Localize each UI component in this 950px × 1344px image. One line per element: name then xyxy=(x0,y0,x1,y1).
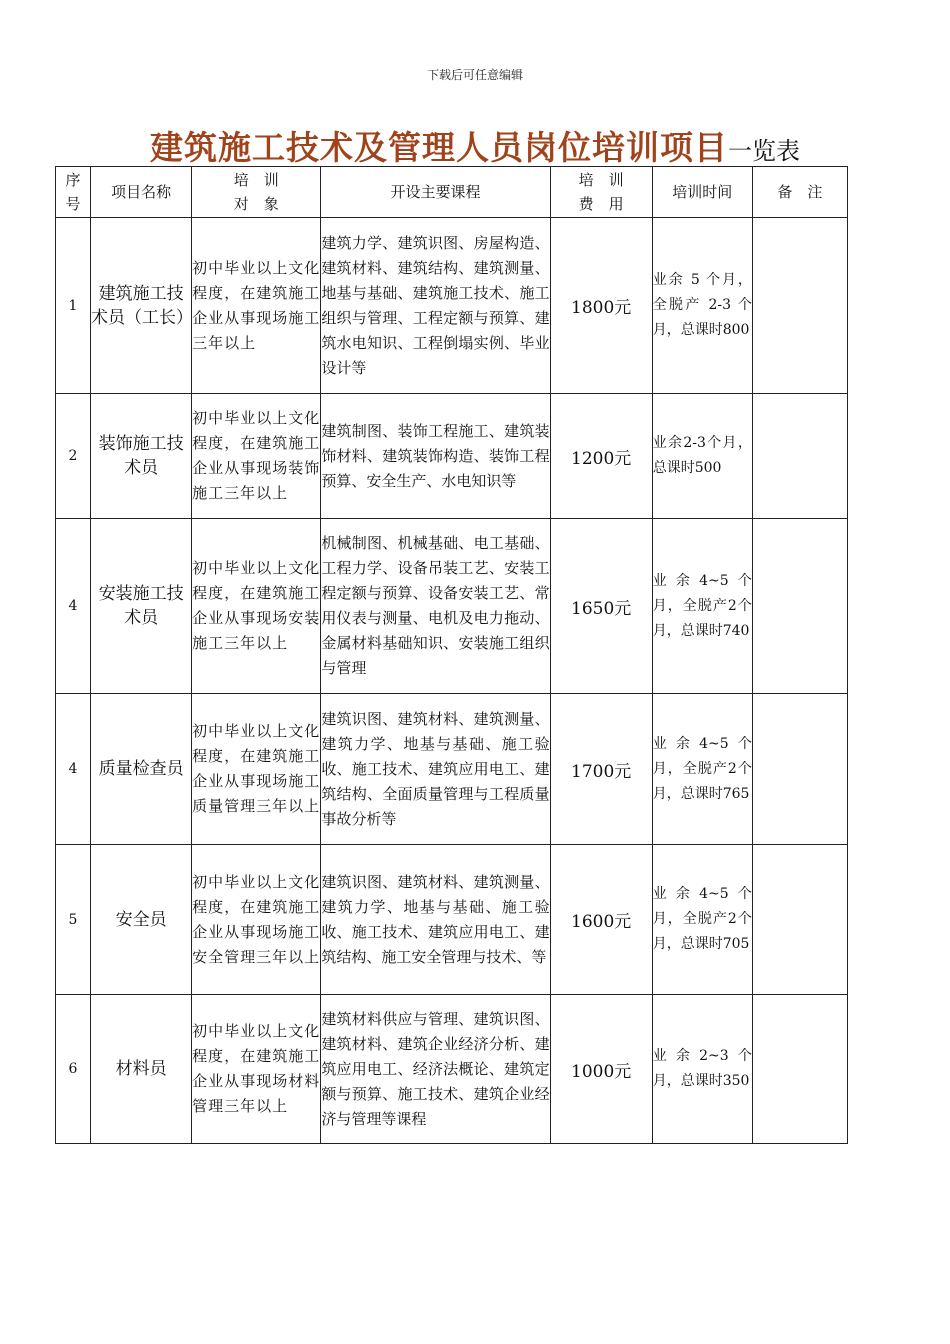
cell-note xyxy=(752,394,847,519)
cell-course: 建筑力学、建筑识图、房屋构造、建筑材料、建筑结构、建筑测量、地基与基础、建筑施工技术、施工组织与管理、工程定额与预算、建筑水电知识、工程倒塌实例、毕业设计等 xyxy=(321,218,550,394)
table-row xyxy=(56,845,848,995)
cell-time: 业余 5 个月，全脱产 2-3 个月，总课时800 xyxy=(652,218,752,394)
cell-name: 装饰施工技术员 xyxy=(91,394,192,519)
cell-fee: 1600元 xyxy=(550,845,652,995)
table-row xyxy=(56,995,848,1144)
table-row xyxy=(56,218,848,394)
cell-no: 1 xyxy=(56,218,91,394)
table-header-row xyxy=(56,167,848,218)
cell-note xyxy=(752,845,847,995)
title-main: 建筑施工技术及管理人员岗位培训项目 xyxy=(150,128,728,167)
header-no-line2: 号 xyxy=(65,195,81,213)
header-fee-line1: 培 训 xyxy=(578,171,624,189)
cell-time: 业余4~5个月，全脱产2个月，总课时705 xyxy=(652,845,752,995)
cell-note xyxy=(752,694,847,845)
header-no-line1: 序 xyxy=(65,171,81,189)
cell-note xyxy=(752,995,847,1144)
header-target-line1: 培 训 xyxy=(233,171,279,189)
document-title xyxy=(0,122,950,169)
header-no xyxy=(56,167,91,218)
header-target xyxy=(192,167,321,218)
cell-name: 质量检查员 xyxy=(91,694,192,845)
cell-course: 建筑材料供应与管理、建筑识图、建筑材料、建筑企业经济分析、建筑应用电工、经济法概论、建筑定额与预算、施工技术、建筑企业经济与管理等课程 xyxy=(321,995,550,1144)
cell-course: 建筑识图、建筑材料、建筑测量、建筑力学、地基与基础、施工验收、施工技术、建筑应用电工、建筑结构、施工安全管理与技术、等 xyxy=(321,845,550,995)
cell-fee: 1800元 xyxy=(550,218,652,394)
header-target-line2: 对 象 xyxy=(233,195,279,213)
cell-course: 机械制图、机械基础、电工基础、工程力学、设备吊装工艺、安装工程定额与预算、设备安装工艺、常用仪表与测量、电机及电力拖动、金属材料基础知识、安装施工组织与管理 xyxy=(321,519,550,694)
cell-time: 业余4~5个月，全脱产2个月，总课时765 xyxy=(652,694,752,845)
cell-target: 初中毕业以上文化程度，在建筑施工企业从事现场安装施工三年以上 xyxy=(192,519,321,694)
cell-fee: 1650元 xyxy=(550,519,652,694)
cell-name: 材料员 xyxy=(91,995,192,1144)
cell-no: 4 xyxy=(56,694,91,845)
cell-name: 安全员 xyxy=(91,845,192,995)
table-row xyxy=(56,694,848,845)
cell-target: 初中毕业以上文化程度，在建筑施工企业从事现场施工质量管理三年以上 xyxy=(192,694,321,845)
cell-fee: 1700元 xyxy=(550,694,652,845)
cell-name: 安装施工技术员 xyxy=(91,519,192,694)
cell-time: 业余2-3个月，总课时500 xyxy=(652,394,752,519)
cell-course: 建筑识图、建筑材料、建筑测量、建筑力学、地基与基础、施工验收、施工技术、建筑应用电工、建筑结构、全面质量管理与工程质量事故分析等 xyxy=(321,694,550,845)
header-fee xyxy=(550,167,652,218)
cell-no: 2 xyxy=(56,394,91,519)
cell-no: 6 xyxy=(56,995,91,1144)
header-note: 备 注 xyxy=(752,167,847,218)
cell-fee: 1000元 xyxy=(550,995,652,1144)
cell-no: 5 xyxy=(56,845,91,995)
cell-note xyxy=(752,218,847,394)
cell-note xyxy=(752,519,847,694)
cell-time: 业余4~5个月，全脱产2个月，总课时740 xyxy=(652,519,752,694)
header-note: 下载后可任意编辑 xyxy=(426,68,523,82)
header-time: 培训时间 xyxy=(652,167,752,218)
header-course: 开设主要课程 xyxy=(321,167,550,218)
header-name: 项目名称 xyxy=(91,167,192,218)
cell-target: 初中毕业以上文化程度，在建筑施工企业从事现场施工三年以上 xyxy=(192,218,321,394)
cell-course: 建筑制图、装饰工程施工、建筑装饰材料、建筑装饰构造、装饰工程预算、安全生产、水电知识等 xyxy=(321,394,550,519)
cell-target: 初中毕业以上文化程度，在建筑施工企业从事现场装饰施工三年以上 xyxy=(192,394,321,519)
cell-name: 建筑施工技术员（工长） xyxy=(91,218,192,394)
cell-no: 4 xyxy=(56,519,91,694)
table-row xyxy=(56,519,848,694)
table-row xyxy=(56,394,848,519)
title-suffix: 一览表 xyxy=(728,137,800,165)
cell-time: 业余2~3个月，总课时350 xyxy=(652,995,752,1144)
training-table xyxy=(55,166,848,1144)
cell-target: 初中毕业以上文化程度，在建筑施工企业从事现场材料管理三年以上 xyxy=(192,995,321,1144)
header-fee-line2: 费 用 xyxy=(578,195,624,213)
cell-fee: 1200元 xyxy=(550,394,652,519)
cell-target: 初中毕业以上文化程度，在建筑施工企业从事现场施工安全管理三年以上 xyxy=(192,845,321,995)
